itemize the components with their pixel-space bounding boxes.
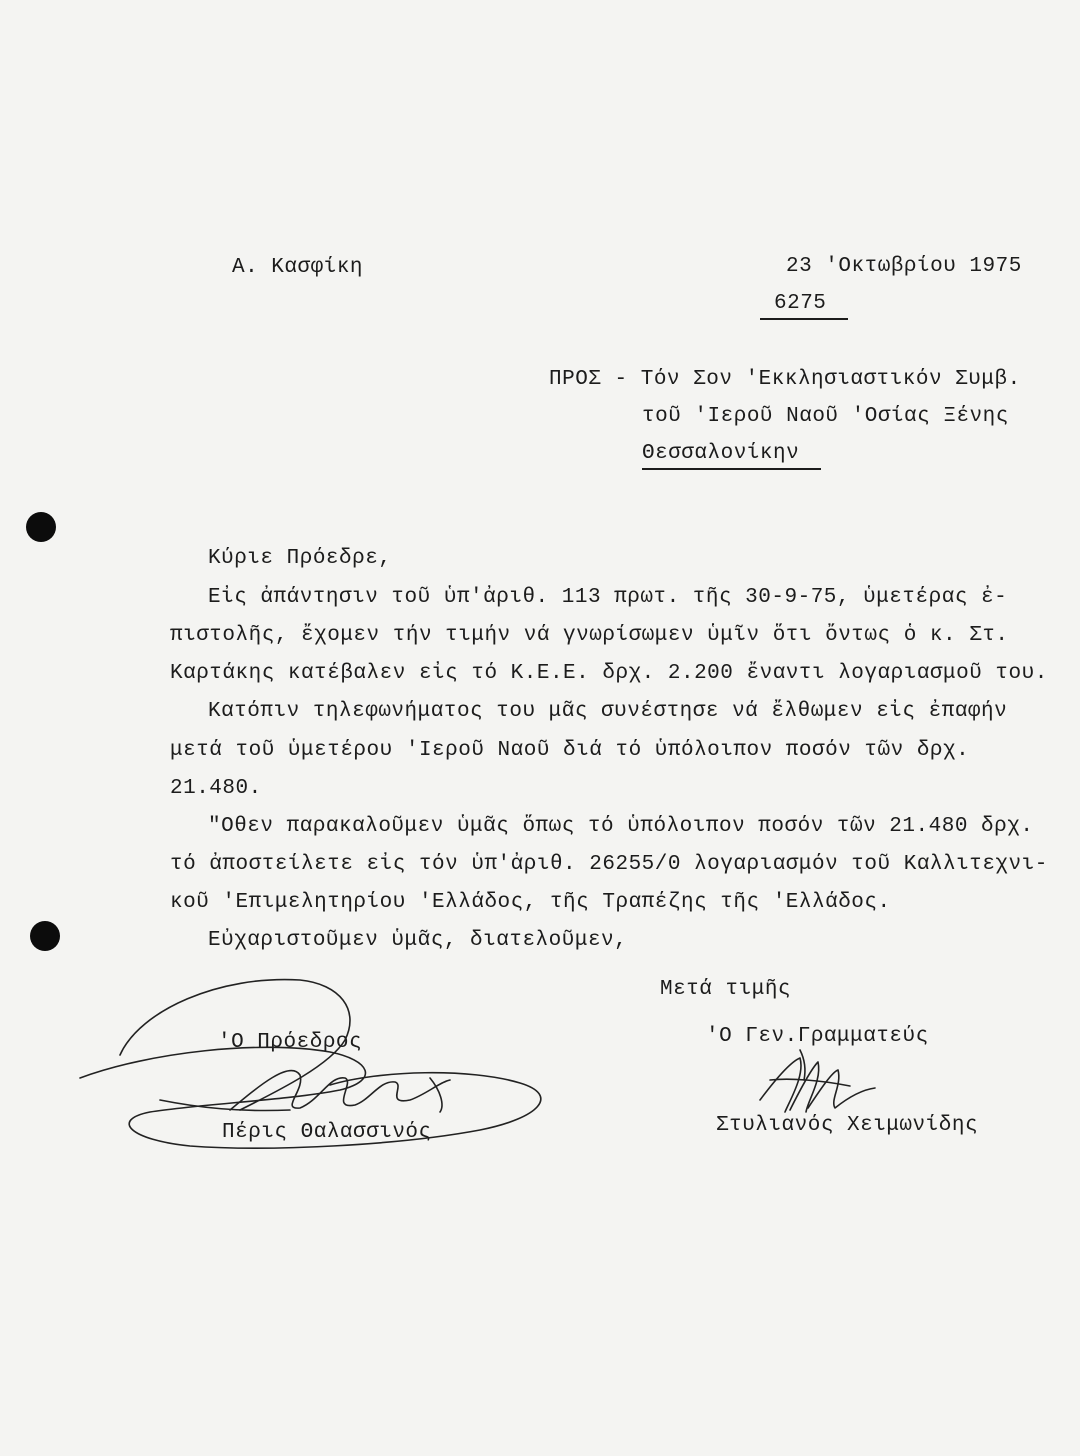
body-line: Καρτάκης κατέβαλεν εἰς τό Κ.Ε.Ε. δρχ. 2.200 ἔναντι λογαριασμοῦ του. — [170, 662, 1048, 685]
recipient-line-2: τοῦ 'Ιεροῦ Ναοῦ 'Οσίας Ξένης — [642, 405, 1009, 428]
sender-reference: Α. Κασφίκη — [232, 256, 364, 279]
recipient-line-1: ΠΡΟΣ - Τόν Σον 'Εκκλησιαστικόν Συμβ. — [549, 368, 1021, 391]
letter-date: 23 'Οκτωβρίου 1975 — [786, 255, 1022, 278]
secretary-name: Στυλιανός Χειμωνίδης — [716, 1114, 979, 1137]
body-line: πιστολῆς, ἔχομεν τήν τιμήν νά γνωρίσωμεν ὑμῖν ὅτι ὄντως ὁ κ. Στ. — [170, 624, 1009, 647]
salutation: Κύριε Πρόεδρε, — [208, 547, 392, 570]
body-line: Εἰς ἀπάντησιν τοῦ ὑπ'ἀριθ. 113 πρωτ. τῆς 30-9-75, ὑμετέρας ἐ- — [208, 586, 1008, 609]
protocol-number: 6275 — [760, 292, 848, 320]
president-title: 'Ο Πρόεδρος — [218, 1031, 363, 1054]
body-line: κοῦ 'Επιμελητηρίου 'Ελλάδος, τῆς Τραπέζης τῆς 'Ελλάδος. — [170, 891, 891, 914]
body-line: Κατόπιν τηλεφωνήματος του μᾶς συνέστησε νά ἔλθωμεν εἰς ἐπαφήν — [208, 700, 1008, 723]
secretary-title: 'Ο Γεν.Γραμματεύς — [706, 1025, 929, 1048]
closing-text: Μετά τιμῆς — [660, 978, 792, 1001]
recipient-city: Θεσσαλονίκην — [642, 442, 821, 470]
body-line: 21.480. — [170, 777, 262, 800]
president-name: Πέρις Θαλασσινός — [222, 1121, 432, 1144]
body-line: "Οθεν παρακαλοῦμεν ὑμᾶς ὅπως τό ὑπόλοιπον ποσόν τῶν 21.480 δρχ. — [208, 815, 1034, 838]
body-line: μετά τοῦ ὑμετέρου 'Ιεροῦ Ναοῦ διά τό ὑπόλοιπον ποσόν τῶν δρχ. — [170, 739, 970, 762]
body-line: τό ἀποστείλετε εἰς τόν ὑπ'ἀριθ. 26255/0 λογαριασμόν τοῦ Καλλιτεχνι- — [170, 853, 1048, 876]
body-line: Εὐχαριστοῦμεν ὑμᾶς, διατελοῦμεν, — [208, 929, 628, 952]
